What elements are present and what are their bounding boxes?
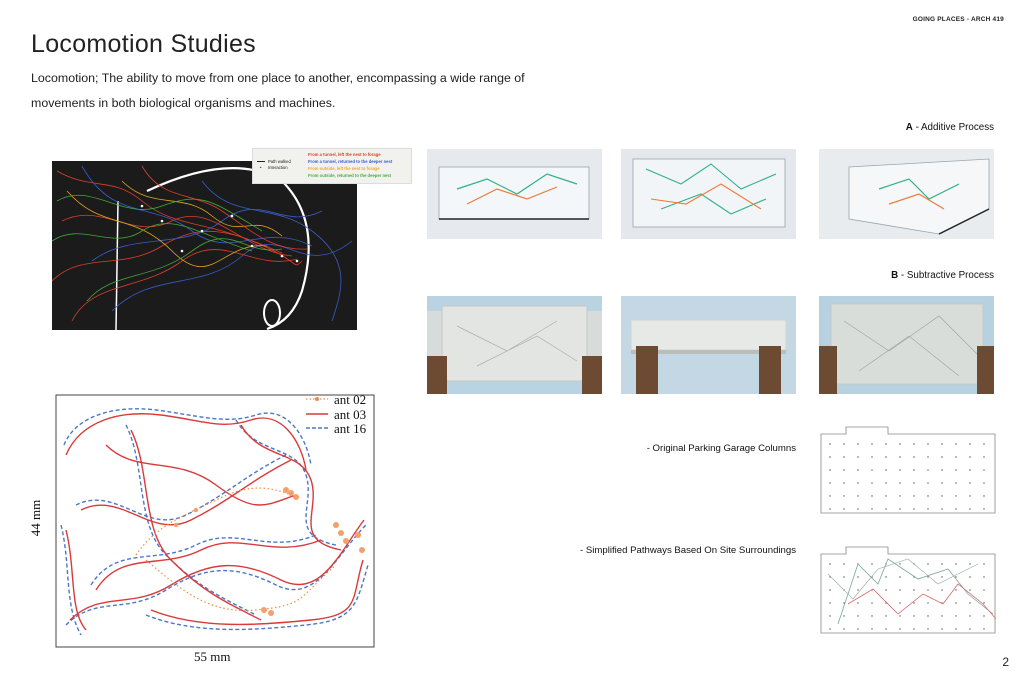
column-dot [857, 602, 858, 603]
column-dot [969, 443, 970, 444]
column-dot [857, 615, 858, 616]
column-dot [927, 589, 928, 590]
column-dot [857, 508, 858, 509]
chart-xlabel: 55 mm [194, 649, 231, 664]
column-dot [927, 508, 928, 509]
column-dot [955, 615, 956, 616]
label-parking-columns: - Original Parking Garage Columns [646, 443, 796, 454]
column-dot [983, 563, 984, 564]
column-dot [857, 443, 858, 444]
column-dot [871, 456, 872, 457]
column-dot [913, 482, 914, 483]
column-dot [829, 615, 830, 616]
column-dot [955, 508, 956, 509]
column-dot [885, 628, 886, 629]
column-dot [927, 615, 928, 616]
column-dot [941, 576, 942, 577]
column-dot [969, 508, 970, 509]
column-dot [941, 615, 942, 616]
column-dot [941, 508, 942, 509]
column-dot [843, 443, 844, 444]
column-dot [829, 628, 830, 629]
column-dot [899, 443, 900, 444]
section-label-subtractive: B - Subtractive Process [891, 270, 994, 281]
column-dot [857, 576, 858, 577]
column-dot [899, 589, 900, 590]
column-dot [983, 602, 984, 603]
column-dot [829, 469, 830, 470]
column-dot [829, 563, 830, 564]
column-dot [899, 495, 900, 496]
column-dot [899, 469, 900, 470]
column-dot [871, 482, 872, 483]
column-dot [829, 508, 830, 509]
column-dot [843, 508, 844, 509]
column-dot [941, 589, 942, 590]
column-dot [857, 456, 858, 457]
legend-entry-1: From a tunnel, left the nest to forage [308, 152, 381, 157]
ant-legend [298, 393, 366, 437]
column-dot [955, 576, 956, 577]
column-dot [829, 589, 830, 590]
column-dot [885, 482, 886, 483]
column-dot [843, 628, 844, 629]
column-dot [885, 443, 886, 444]
column-dot [955, 482, 956, 483]
column-dot [843, 563, 844, 564]
column-dot [983, 615, 984, 616]
intro-paragraph: Locomotion; The ability to move from one place to another, encompassing a wide range of movements in both biological organisms and machines. [31, 71, 525, 110]
column-dot [969, 576, 970, 577]
column-dot [871, 469, 872, 470]
legend-ant-02: ant 02 [334, 392, 367, 407]
column-dot [913, 628, 914, 629]
column-dot [857, 589, 858, 590]
column-dot [857, 482, 858, 483]
column-dot [955, 602, 956, 603]
column-dot [983, 456, 984, 457]
column-dot [913, 469, 914, 470]
column-dot [899, 482, 900, 483]
chart-ylabel: 44 mm [28, 499, 44, 537]
column-dot [913, 508, 914, 509]
column-dot [899, 456, 900, 457]
legend-ant-03: ant 03 [334, 406, 367, 422]
column-dot [885, 589, 886, 590]
column-dot [969, 589, 970, 590]
column-dot [843, 456, 844, 457]
column-dot [885, 508, 886, 509]
column-dot [871, 563, 872, 564]
column-dot [969, 602, 970, 603]
column-dot [941, 563, 942, 564]
column-dot [941, 443, 942, 444]
column-dot [927, 495, 928, 496]
column-dot [983, 589, 984, 590]
column-dot [969, 469, 970, 470]
column-dot [955, 589, 956, 590]
column-dot [871, 443, 872, 444]
column-dot [871, 602, 872, 603]
interaction-dot-icon: • [260, 165, 262, 170]
column-dot [843, 495, 844, 496]
column-dot [829, 456, 830, 457]
column-dot [955, 456, 956, 457]
legend-entry-4: From outside, returned to the deeper nest [308, 173, 392, 178]
column-dot [913, 495, 914, 496]
column-dot [899, 615, 900, 616]
column-dot [927, 443, 928, 444]
legend-ant-16: ant 16 [334, 421, 367, 436]
column-dot [969, 563, 970, 564]
column-dot [941, 495, 942, 496]
column-dot [941, 482, 942, 483]
column-dot [871, 615, 872, 616]
column-dot [885, 615, 886, 616]
column-dot [983, 469, 984, 470]
column-dot [871, 508, 872, 509]
column-dot [913, 589, 914, 590]
section-label-additive: A - Additive Process [905, 122, 994, 133]
ant-tracks-image [52, 161, 357, 330]
column-dot [983, 482, 984, 483]
column-dot [899, 628, 900, 629]
column-dot [983, 628, 984, 629]
column-dot [885, 576, 886, 577]
column-dot [913, 443, 914, 444]
column-dot [969, 628, 970, 629]
column-dot [913, 456, 914, 457]
subtractive-photo-1 [427, 296, 602, 394]
column-dot [955, 628, 956, 629]
tracks-legend [252, 148, 412, 184]
column-dot [871, 628, 872, 629]
ant-trajectory-chart [28, 385, 386, 670]
column-dot [955, 443, 956, 444]
additive-photo-1 [427, 149, 602, 239]
page-title: Locomotion Studies [31, 30, 256, 58]
column-dot [941, 628, 942, 629]
column-dot [843, 469, 844, 470]
column-dot [927, 628, 928, 629]
column-dot [969, 456, 970, 457]
label-simplified-pathways: - Simplified Pathways Based On Site Surroundings [580, 545, 796, 556]
column-dot [941, 456, 942, 457]
column-dot [843, 576, 844, 577]
column-dot [913, 615, 914, 616]
column-dot [927, 563, 928, 564]
column-dot [829, 495, 830, 496]
column-dot [927, 602, 928, 603]
column-dot [983, 495, 984, 496]
column-dot [899, 576, 900, 577]
additive-photo-2 [621, 149, 796, 239]
column-dot [927, 469, 928, 470]
column-dot [843, 615, 844, 616]
column-dot [969, 495, 970, 496]
column-dot [927, 482, 928, 483]
column-dot [969, 482, 970, 483]
column-dot [983, 576, 984, 577]
legend-key-path: Path walked [268, 159, 291, 164]
simplified-pathways-plan [818, 544, 998, 636]
parking-columns-plan [818, 424, 998, 516]
column-dot [955, 495, 956, 496]
column-dot [885, 456, 886, 457]
column-dot [899, 508, 900, 509]
column-dot [955, 469, 956, 470]
column-dot [885, 469, 886, 470]
column-dot [983, 508, 984, 509]
column-dot [927, 576, 928, 577]
column-dot [857, 628, 858, 629]
column-dot [955, 563, 956, 564]
column-dot [857, 495, 858, 496]
column-dot [829, 482, 830, 483]
header-tag: GOING PLACES - ARCH 419 [912, 16, 1004, 23]
legend-entry-3: From outside, left the nest to forage [308, 166, 380, 171]
column-dot [857, 469, 858, 470]
column-dot [983, 443, 984, 444]
additive-photo-3 [819, 149, 994, 239]
subtractive-photo-2 [621, 296, 796, 394]
column-dot [899, 602, 900, 603]
column-dot [843, 482, 844, 483]
column-dot [871, 495, 872, 496]
page-number: 2 [1002, 655, 1009, 669]
column-dot [927, 456, 928, 457]
column-dot [885, 495, 886, 496]
legend-entry-2: From a tunnel, returned to the deeper nest [308, 159, 393, 164]
column-dot [899, 563, 900, 564]
subtractive-photo-3 [819, 296, 994, 394]
column-dot [829, 602, 830, 603]
legend-key-interaction: Interaction [268, 165, 288, 170]
column-dot [969, 615, 970, 616]
column-dot [913, 602, 914, 603]
column-dot [941, 469, 942, 470]
column-dot [829, 443, 830, 444]
